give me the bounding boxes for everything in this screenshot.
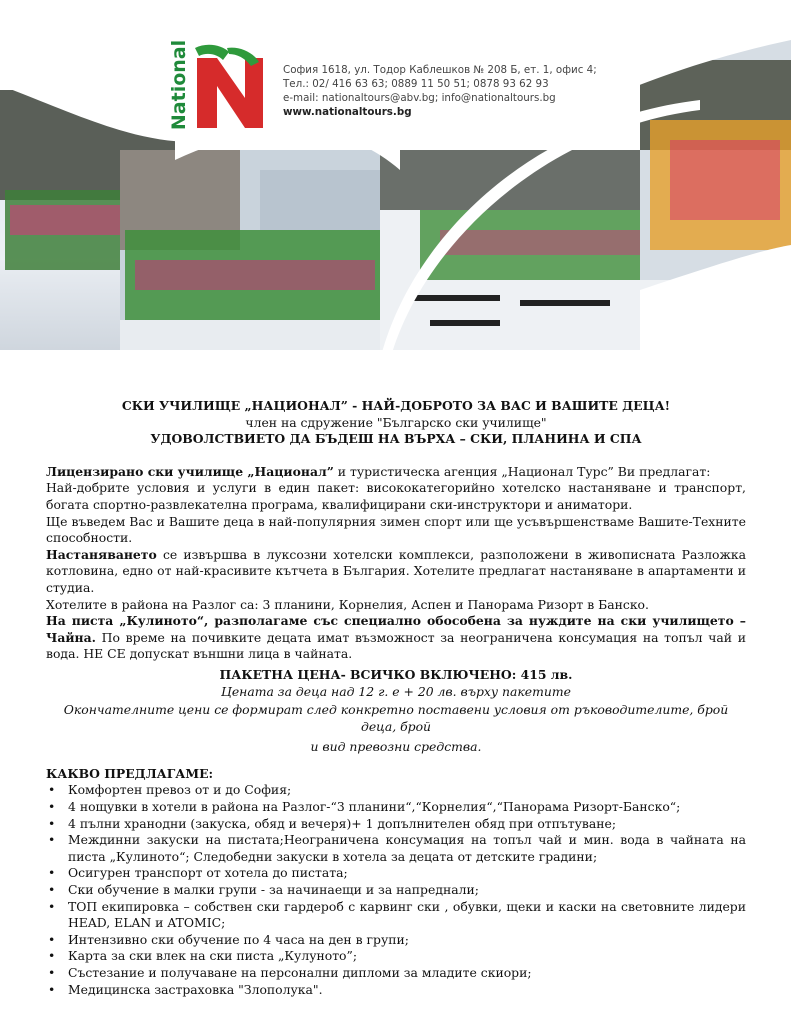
accommodation-paragraph: Настаняването се извършва в луксозни хотелски комплекси, разположени в живописната Разложка котловина, едно от най-красивите кътчета в България. Хотелите предлагат настаняване в апартаменти и студиа. (46, 546, 746, 595)
list-item: • 4 пълни хранодни (закуска, обяд и вечеря)+ 1 допълнителен обяд при отпътуване; (68, 816, 746, 833)
offer-list (46, 782, 746, 998)
list-item: • Интензивно ски обучение по 4 часа на ден в групи; (68, 932, 746, 949)
intro-paragraph-1: Лицензирано ски училище „Национал” и туристическа агенция „Национал Турс” Ви предлагат: (46, 463, 711, 479)
website-link[interactable]: www.nationaltours.bg (283, 106, 412, 118)
intro-paragraph-2: Най-добрите условия и услуги в един пакет: висококатегорийно хотелско настаняване и транспорт, богата спортно-развлекателна програма, квалифицирани ски-инструктори и аниматори. (46, 480, 746, 512)
offer-heading: КАКВО ПРЕДЛАГАМЕ: (46, 765, 214, 781)
photo-center-right (380, 150, 680, 360)
address: София 1618, ул. Тодор Каблешков № 208 Б, ет. 1, офис 4; (283, 64, 597, 76)
national-logo (167, 40, 267, 130)
membership-line: член на сдружение "Българско ски училище" (245, 414, 547, 430)
email[interactable]: e-mail: nationaltours@abv.bg; info@nationaltours.bg (283, 92, 556, 104)
list-item: • Ски обучение в малки групи - за начинаещи и за напреднали; (68, 882, 746, 899)
brand-wordmark: National (168, 39, 191, 131)
hotels-paragraph: Хотелите в района на Разлог са: 3 планини, Корнелия, Аспен и Панорама Ризорт в Банско. (46, 596, 649, 612)
phones: Тел.: 02/ 416 63 63; 0889 11 50 51; 0878 93 62 93 (283, 78, 549, 90)
list-item: • Комфортен превоз от и до София; (68, 782, 746, 799)
photo-collage (0, 0, 791, 370)
final-price-note: Окончателните цени се формират след конкретно поставени условия от ръководителите, брой деца, брой и вид превозни средства. (63, 702, 729, 755)
price-note: Цената за деца над 12 г. е + 20 лв. върху пакетите (221, 683, 571, 699)
contact-block (283, 63, 597, 119)
photo-center-left (120, 150, 390, 365)
list-item: • Състезание и получаване на персонални дипломи за младите скиори; (68, 965, 746, 982)
list-item: • Карта за ски влек на ски писта „Кулуното”; (68, 948, 746, 965)
list-item: • Междинни закуски на пистата;Неограничена консумация на топъл чай и мин. вода в чайната на писта „Кулиното“; Следобедни закуски в хотела за децата от детските градини; (68, 832, 746, 865)
slogan: УДОВОЛСТВИЕТО ДА БЪДЕШ НА ВЪРХА – СКИ, ПЛАНИНА И СПА (150, 431, 642, 447)
list-item: • Медицинска застраховка "Злополука". (68, 982, 746, 999)
list-item: • 4 нощувки в хотели в района на Разлог-“3 планини“,“Корнелия“,“Панорама Ризорт-Банско“; (68, 799, 746, 816)
tea-house-paragraph: На писта „Кулиното“, разполагаме със специално обособена за нуждите на ски училището –Чайна. По време на почивките децата имат възможност за неограничена консумация на топъл чай и вода. НЕ СЕ допускат външни лица в чайната. (46, 613, 746, 662)
document-body (46, 398, 746, 998)
intro-paragraph-3: Ще въведем Вас и Вашите деца в най-популярния зимен спорт или ще усъвършенстваме Вашите-Техните способности. (46, 513, 746, 546)
list-item: • ТОП екипировка – собствен ски гардероб с карвинг ски , обувки, щеки и каски на световните лидери HEAD, ELAN и ATOMIC; (68, 899, 746, 932)
main-title: СКИ УЧИЛИЩЕ „НАЦИОНАЛ” - НАЙ-ДОБРОТО ЗА ВАС И ВАШИТЕ ДЕЦА! (121, 398, 671, 413)
package-price: ПАКЕТНА ЦЕНА- ВСИЧКО ВКЛЮЧЕНО: 415 лв. (219, 666, 573, 682)
header-collage (0, 0, 791, 370)
list-item: • Осигурен транспорт от хотела до пистата; (68, 865, 746, 882)
